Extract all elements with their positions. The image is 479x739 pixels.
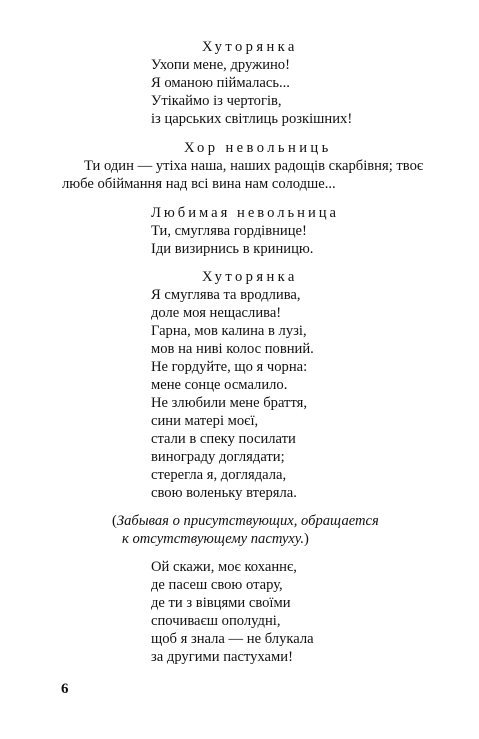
prose-line: Ти один — утіха наша, наших радощів скарбівня; твоє bbox=[84, 158, 424, 174]
speaker-heading: Хор невольниць bbox=[184, 140, 332, 156]
verse-line: Я оманою піймалась... bbox=[151, 75, 290, 91]
verse-line: щоб я знала — не блукала bbox=[151, 631, 314, 647]
stage-direction-text: к отсутствующему пастуху. bbox=[122, 531, 304, 547]
stage-paren-close: ) bbox=[303, 531, 309, 547]
verse-line: Гарна, мов калина в лузі, bbox=[151, 323, 307, 339]
verse-line: мене сонце осмалило. bbox=[151, 377, 288, 393]
speaker-heading: Хуторянка bbox=[202, 269, 298, 285]
verse-line: сини матері моєї, bbox=[151, 413, 259, 429]
verse-line: Ухопи мене, дружино! bbox=[151, 57, 290, 73]
verse-line: за другими пастухами! bbox=[151, 649, 293, 665]
page-number: 6 bbox=[61, 681, 69, 697]
speaker-heading: Хуторянка bbox=[202, 39, 298, 55]
verse-line: доле моя нещаслива! bbox=[151, 305, 282, 321]
verse-line: Ти, смуглява гордівнице! bbox=[151, 223, 307, 239]
stage-direction bbox=[112, 512, 379, 530]
verse-line: Не гордуйте, що я чорна: bbox=[151, 359, 308, 375]
speaker-heading: Любимая невольница bbox=[151, 205, 340, 221]
verse-line: Іди визирнись в криницю. bbox=[151, 241, 314, 257]
verse-line: де ти з вівцями своїми bbox=[151, 595, 291, 611]
verse-line: стерегла я, доглядала, bbox=[151, 467, 287, 483]
verse-line: де пасеш свою отару, bbox=[151, 577, 283, 593]
verse-line: із царських світлиць розкішних! bbox=[151, 111, 353, 127]
stage-paren-open: ( bbox=[112, 513, 117, 529]
prose-line: любе обіймання над всі вина нам солодше... bbox=[62, 176, 336, 192]
verse-line: спочиваєш ополудні, bbox=[151, 613, 281, 629]
verse-line: Не злюбили мене браття, bbox=[151, 395, 307, 411]
verse-line: Ой скажи, моє коханнє, bbox=[151, 559, 297, 575]
verse-line: винограду доглядати; bbox=[151, 449, 285, 465]
stage-direction-text: Забывая о присутствующих, обращается bbox=[116, 513, 379, 529]
verse-line: свою воленьку втеряла. bbox=[151, 485, 297, 501]
verse-line: Я смуглява та вродлива, bbox=[151, 287, 301, 303]
verse-line: стали в спеку посилати bbox=[151, 431, 296, 447]
verse-line: мов на ниві колос повний. bbox=[151, 341, 314, 357]
stage-direction bbox=[122, 530, 309, 548]
verse-line: Утікаймо із чертогів, bbox=[151, 93, 282, 109]
